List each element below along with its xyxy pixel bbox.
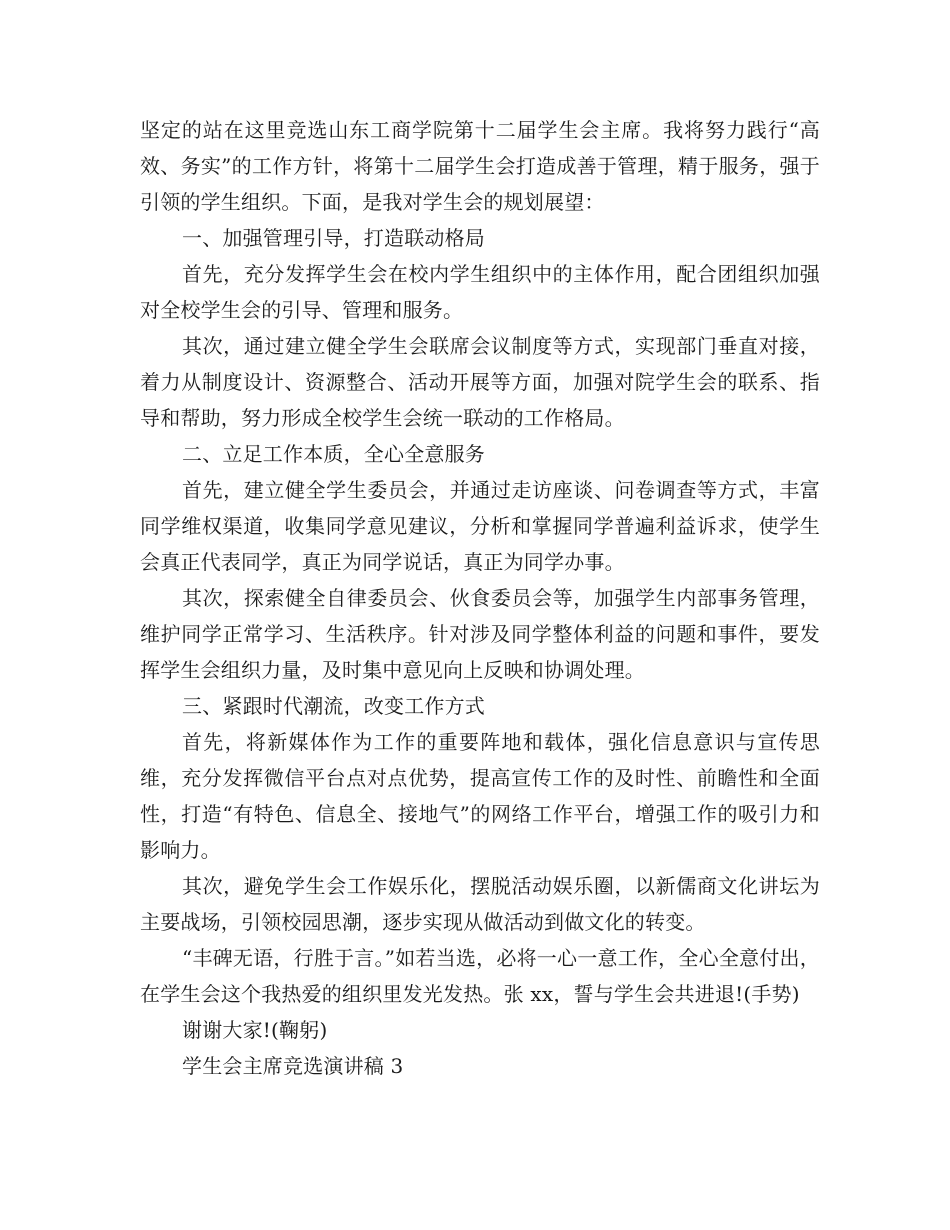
section3-paragraph-1: 首先，将新媒体作为工作的重要阵地和载体，强化信息意识与宣传思维，充分发挥微信平台点对点优势，提高宣传工作的及时性、前瞻性和全面性，打造“有特色、信息全、接地气”的网络工作平台，增强工作的吸引力和影响力。: [140, 730, 820, 862]
section2-paragraph-2: 其次，探索健全自律委员会、伙食委员会等，加强学生内部事务管理，维护同学正常学习、生活秩序。针对涉及同学整体利益的问题和事件，要发挥学生会组织力量，及时集中意见向上反映和协调处理。: [140, 586, 820, 682]
section-heading-3: 三、紧跟时代潮流，改变工作方式: [182, 694, 485, 718]
section-heading-1: 一、加强管理引导，打造联动格局: [182, 226, 485, 250]
closing-paragraph: “丰碑无语，行胜于言。”如若当选，必将一心一意工作，全心全意付出，在学生会这个我热爱的组织里发光发热。张 xx，誓与学生会共进退!(手势): [140, 946, 820, 1006]
intro-paragraph: 坚定的站在这里竞选山东工商学院第十二届学生会主席。我将努力践行“高效、务实”的工作方针，将第十二届学生会打造成善于管理，精于服务，强于引领的学生组织。下面，是我对学生会的规划展望：: [140, 118, 820, 214]
section3-paragraph-2: 其次，避免学生会工作娱乐化，摆脱活动娱乐圈，以新儒商文化讲坛为主要战场，引领校园思潮，逐步实现从做活动到做文化的转变。: [140, 874, 820, 934]
thanks-line: 谢谢大家!(鞠躬): [182, 1018, 328, 1042]
section2-paragraph-1: 首先，建立健全学生委员会，并通过走访座谈、问卷调查等方式，丰富同学维权渠道，收集同学意见建议，分析和掌握同学普遍利益诉求，使学生会真正代表同学，真正为同学说话，真正为同学办事。: [140, 478, 820, 574]
next-title-line: 学生会主席竞选演讲稿 3: [182, 1054, 404, 1078]
document-body: [140, 112, 820, 1084]
section1-paragraph-2: 其次，通过建立健全学生会联席会议制度等方式，实现部门垂直对接，着力从制度设计、资源整合、活动开展等方面，加强对院学生会的联系、指导和帮助，努力形成全校学生会统一联动的工作格局。: [140, 334, 820, 430]
section1-paragraph-1: 首先，充分发挥学生会在校内学生组织中的主体作用，配合团组织加强对全校学生会的引导、管理和服务。: [140, 262, 820, 322]
section-heading-2: 二、立足工作本质，全心全意服务: [182, 442, 485, 466]
